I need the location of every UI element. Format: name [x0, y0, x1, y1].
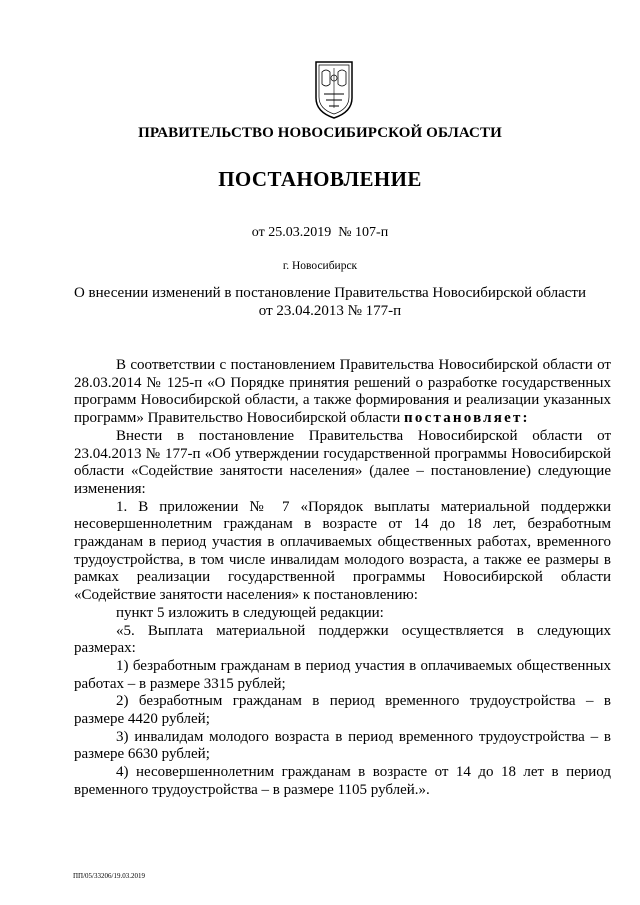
paragraph: «5. Выплата материальной поддержки осуществляется в следующих размерах: [74, 622, 611, 657]
colon: : [522, 410, 528, 427]
resolution-word: постановляет [404, 410, 523, 427]
list-item: 2) безработным гражданам в период временного трудоустройства – в размере 4420 рублей; [74, 693, 611, 728]
document-subject [60, 284, 600, 320]
paragraph: Внести в постановление Правительства Новосибирской области от 23.04.2013 № 177-п «Об утверждении государственной программы Новосибирской области «Содействие занятости населения» (далее – постановление) следующие изменения: [74, 427, 611, 497]
subject-line-1: О внесении изменений в постановление Правительства Новосибирской области [73, 285, 587, 301]
document-type: ПОСТАНОВЛЕНИЕ [218, 167, 422, 191]
paragraph-text: В соответствии с постановлением Правительства Новосибирской области от 28.03.2014 № 125-п «О Порядке принятия решений о разработке государственных программ Новосибирской области, а также формирования и реализации указанных программ» Правительство Новосибирской области [74, 357, 611, 427]
document-date-number: от 25.03.2019 № 107-п [251, 225, 389, 240]
paragraph [74, 357, 611, 428]
list-item: 3) инвалидам молодого возраста в период временного трудоустройства – в размере 6630 рублей; [74, 728, 611, 763]
document-code: ПП/05/33206/19.03.2019 [73, 872, 145, 880]
city: г. Новосибирск [282, 260, 358, 272]
organization-name: ПРАВИТЕЛЬСТВО НОВОСИБИРСКОЙ ОБЛАСТИ [138, 125, 502, 141]
list-item: 1) безработным гражданам в период участия в оплачиваемых общественных работах – в размере 3315 рублей; [74, 657, 611, 692]
paragraph: 1. В приложении № 7 «Порядок выплаты материальной поддержки несовершеннолетним гражданам в возрасте от 14 до 18 лет, безработным гражданам в период участия в оплачиваемых общественных работах, временного трудоустройства, в том числе инвалидам молодого возраста, а также ее размеры в рамках реализации государственной программы Новосибирской области «Содействие занятости населения» к постановлению: [74, 498, 611, 604]
document-body [74, 357, 611, 800]
list-item: 4) несовершеннолетним гражданам в возрасте от 14 до 18 лет в период временного трудоустройства – в размере 1105 рублей.». [74, 764, 611, 798]
coat-of-arms-icon [312, 58, 356, 120]
paragraph: пункт 5 изложить в следующей редакции: [116, 604, 384, 621]
subject-line-2: от 23.04.2013 № 177-п [258, 303, 402, 319]
